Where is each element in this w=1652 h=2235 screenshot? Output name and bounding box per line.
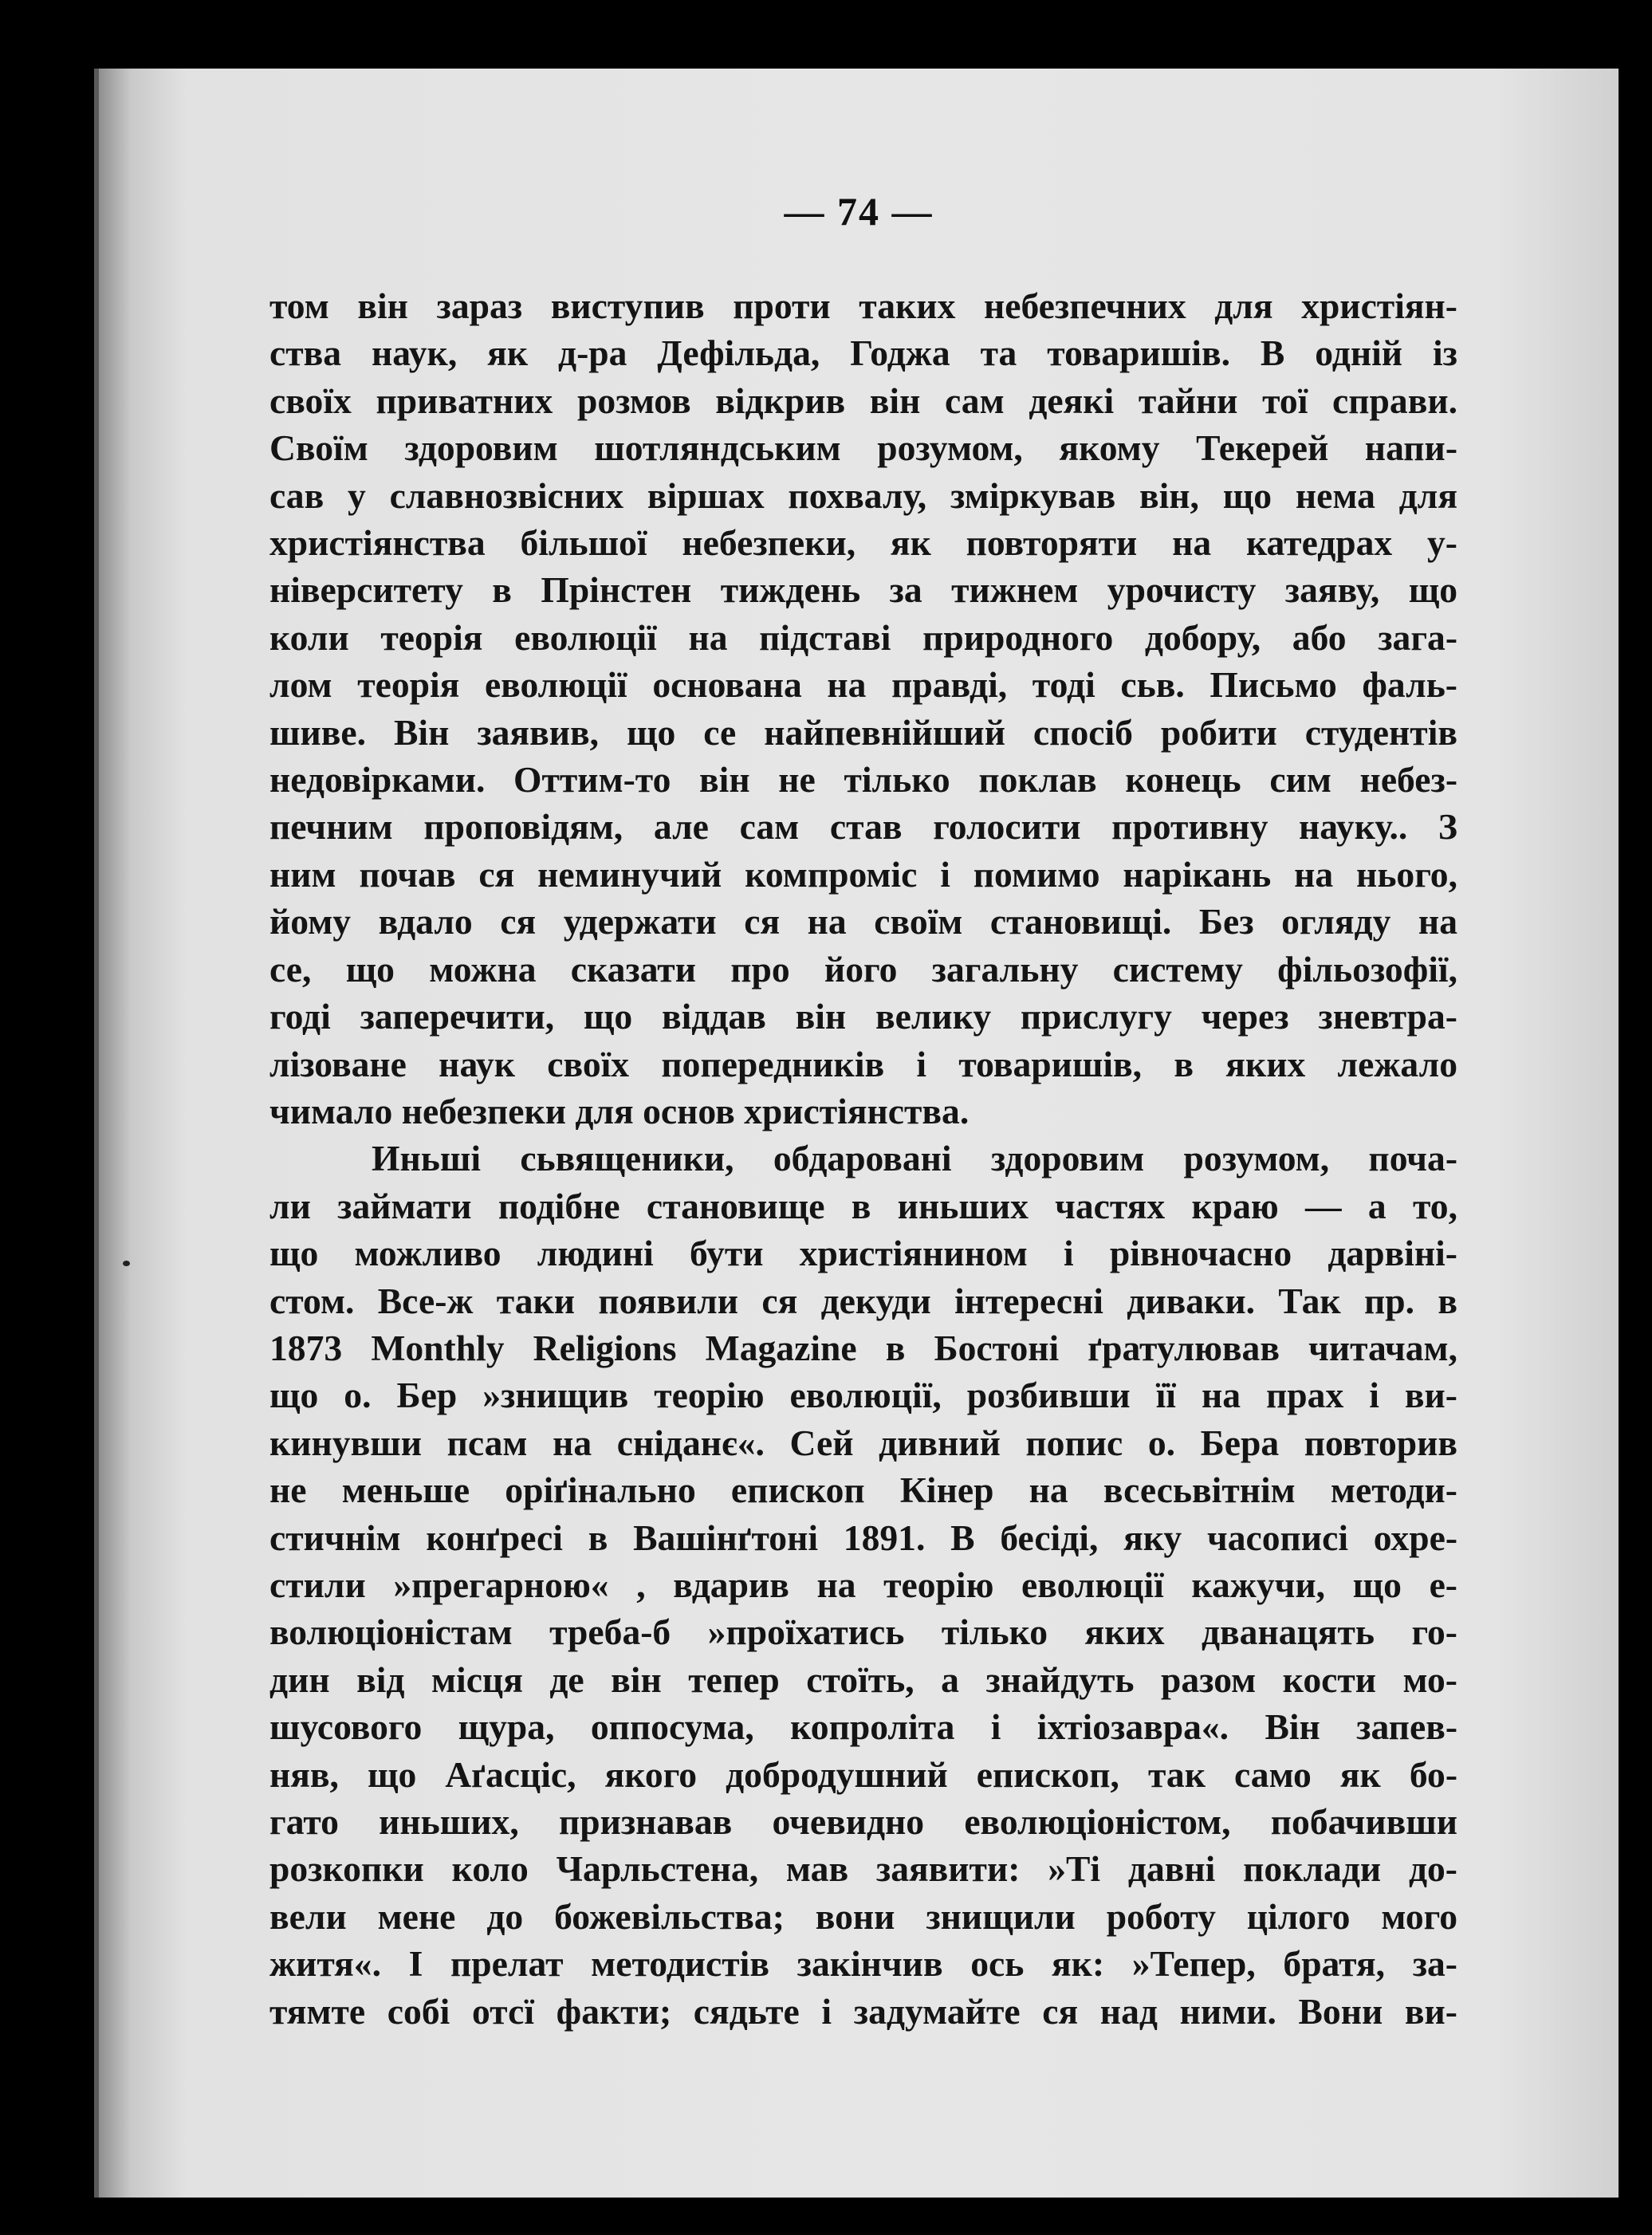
text-line: тямте собі отсї факти; сядьте і задумайте ся над ними. Вони ви- <box>269 1990 1457 2032</box>
text-line: гато иньших, признавав очевидно еволюціоністом, побачивши <box>269 1801 1457 1842</box>
text-line: ства наук, як д-ра Дефільда, Годжа та товаришів. В одній із <box>269 332 1457 374</box>
ink-speck <box>123 1261 130 1266</box>
text-line: своїх приватних розмов відкрив він сам деякі тайни тої справи. <box>269 380 1457 421</box>
book-page <box>94 69 1619 2198</box>
text-line: печним проповідям, але сам став голосити противну науку.. З <box>269 806 1457 848</box>
text-line: не меньше оріґінально епископ Кінер на всесьвітнім методи- <box>269 1470 1457 1511</box>
text-line: розкопки коло Чарльстена, мав заявити: »Ті давні поклади до- <box>269 1848 1457 1890</box>
text-line: ли займати подібне становище в иньших частях краю — а то, <box>269 1185 1457 1226</box>
text-line: волюціоністам треба-б »проїхатись тілько яких дванацять го- <box>269 1611 1457 1653</box>
text-line: коли теорія еволюції на підставі природного добору, або зага- <box>269 616 1457 658</box>
text-line: се, що можна сказати про його загальну систему фільозофії, <box>269 948 1457 990</box>
text-line: стом. Все-ж таки появили ся декуди інтересні диваки. Так пр. в <box>269 1280 1457 1321</box>
text-line: годі заперечити, що віддав він велику прислугу через зневтра- <box>269 996 1457 1037</box>
text-line: вели мене до божевільства; вони знищили роботу цілого мого <box>269 1895 1457 1937</box>
text-line: дин від місця де він тепер стоїть, а знайдуть разом кости мо- <box>269 1659 1457 1700</box>
text-line: лом теорія еволюції основана на правді, тоді сьв. Письмо фаль- <box>269 664 1457 706</box>
text-line: том він зараз виступив проти таких небезпечних для христіян- <box>269 285 1457 326</box>
text-line: шиве. Він заявив, що се найпевнійший спосіб робити студентів <box>269 711 1457 753</box>
text-line: сав у славнозвісних віршах похвалу, зміркував він, що нема для <box>269 474 1457 516</box>
text-line: христіянства більшої небезпеки, як повторяти на катедрах у- <box>269 522 1457 564</box>
text-line: 1873 Monthly Religions Magazine в Бостоні ґратулював читачам, <box>269 1327 1457 1368</box>
text-line: кинувши псам на сніданє«. Сей дивний попис о. Бера повторив <box>269 1422 1457 1463</box>
text-line: ним почав ся неминучий компроміс і помимо нарікань на нього, <box>269 853 1457 895</box>
text-line: чимало небезпеки для основ христіянства. <box>269 1090 970 1131</box>
text-line: недовірками. Оттим-то він не тілько поклав конець сим небез- <box>269 759 1457 801</box>
text-line: шусового щура, оппосума, копроліта і іхтіозавра«. Він запев- <box>269 1706 1457 1748</box>
text-line: лізоване наук своїх попередників і товаришів, в яких лежало <box>269 1043 1457 1084</box>
text-line: ніверситету в Прінстен тиждень за тижнем урочисту заяву, що <box>269 569 1457 611</box>
page-body-text <box>269 282 1457 2035</box>
text-line: йому вдало ся удержати ся на своїм становищі. Без огляду на <box>269 901 1457 942</box>
text-line: Иньші сьвященики, обдаровані здоровим розумом, поча- <box>372 1138 1457 1179</box>
text-line: що можливо людині бути христіянином і рівночасно дарвіні- <box>269 1233 1457 1274</box>
page-number: — 74 — <box>784 189 934 234</box>
text-line: стичнім конґресі в Вашінґтоні 1891. В бесіді, яку часописі охре- <box>269 1517 1457 1558</box>
text-line: Своїм здоровим шотляндським розумом, якому Текерей напи- <box>269 427 1457 469</box>
text-line: що о. Бер »знищив теорію еволюції, розбивши її на прах і ви- <box>269 1375 1457 1416</box>
text-line: стили »прегарною« , вдарив на теорію еволюції кажучи, що е- <box>269 1564 1457 1605</box>
text-line: житя«. І прелат методистів закінчив ось як: »Тепер, братя, за- <box>269 1943 1457 1985</box>
text-line: няв, що Аґасціс, якого добродушний епископ, так само як бо- <box>269 1753 1457 1795</box>
